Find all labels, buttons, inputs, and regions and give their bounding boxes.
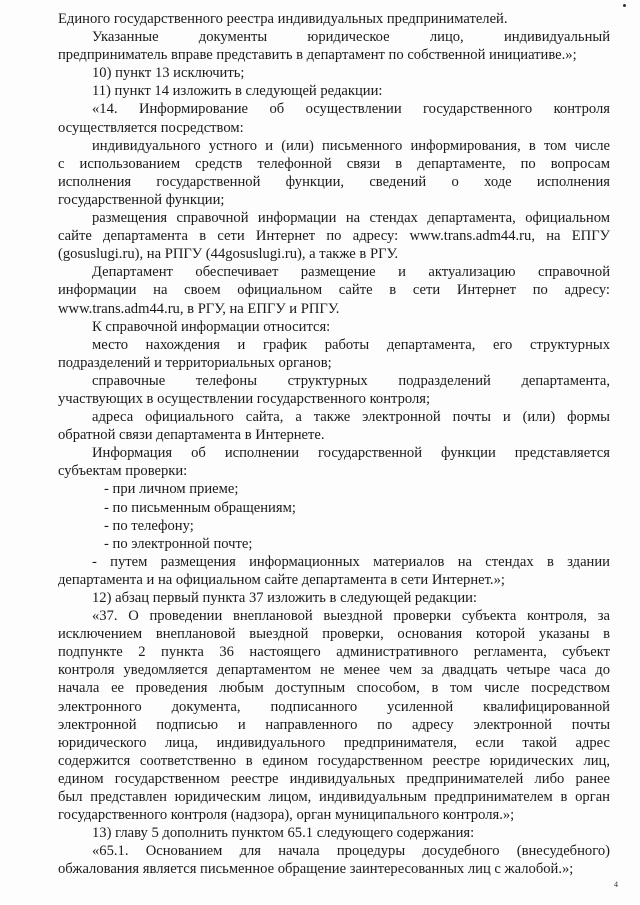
text-line: департамента и на официальном сайте департамента в сети Интернет.»; [58,571,505,588]
text-line: государственного контроля (надзора), орган муниципального контроля.»; [58,807,515,824]
text-line: - при личном приеме; [104,481,239,498]
text-line: www.trans.adm44.ru, в РГУ, на ЕПГУ и РПГУ. [58,300,340,317]
text-line: 11) пункт 14 изложить в следующей редакции: [92,83,383,100]
text-line: «37. О проведении внеплановой выездной проверки субъекта контроля, за [92,608,610,625]
text-line: был представлен юридическим лицом, индивидуальным предпринимателем в орган [58,789,610,806]
text-line: государственной функции; [58,191,225,208]
text-line: индивидуального устного и (или) письменного информирования, в том числе [92,137,610,154]
text-line: обратной связи департамента в Интернете. [58,427,325,444]
text-line: юридического лица, индивидуального предпринимателя, если такой адрес [58,734,610,751]
text-line: - по телефону; [104,517,194,534]
text-line: едином государственном реестре индивидуальных предпринимателей либо ранее [58,770,610,787]
text-line: обжалования является письменное обращение заинтересованных лиц с жалобой.»; [58,861,574,878]
document-body [58,10,610,879]
text-line: К справочной информации относится: [92,318,331,335]
text-line: исполнения государственной функции, сведений о ходе исполнения [58,173,610,190]
text-line: подразделений и территориальных органов; [58,354,332,371]
text-line: электронной подписью и направленного по адресу электронной почты [58,716,610,733]
scan-mark [623,4,626,7]
text-line: размещения справочной информации на стендах департамента, официальном [92,210,610,227]
text-line: контроля уведомляется департаментом не менее чем за двадцать четыре часа до [58,662,610,679]
text-line: осуществляется посредством: [58,119,244,136]
text-line: 13) главу 5 дополнить пунктом 65.1 следующего содержания: [92,825,475,842]
text-line: начала ее проведения любым доступным способом, в том числе посредством [58,680,610,697]
text-line: Информация об исполнении государственной функции представляется [92,445,610,462]
text-line: содержится соответственно в едином государственном реестре юридических лиц, [58,752,610,769]
page-number: 4 [614,880,618,889]
text-line: - по электронной почте; [104,535,253,552]
text-line: субъектам проверки: [58,463,188,480]
text-line: «65.1. Основанием для начала процедуры досудебного (внесудебного) [92,843,610,860]
text-line: электронного документа, подписанного усиленной квалифицированной [58,698,610,715]
text-line: - по письменным обращениям; [104,499,296,516]
text-line: Единого государственного реестра индивидуальных предпринимателей. [58,11,508,27]
text-line: (gosuslugi.ru), на РПГУ (44gosuslugi.ru), а также в РГУ. [58,246,399,263]
text-line: 12) абзац первый пункта 37 изложить в следующей редакции: [92,590,477,606]
text-line: Указанные документы юридическое лицо, индивидуальный [92,29,610,46]
text-line: сайте департамента в сети Интернет по адресу: www.trans.adm44.ru, на ЕПГУ [58,228,610,245]
text-line: 10) пункт 13 исключить; [92,65,245,82]
text-line: адреса официального сайта, а также электронной почты и (или) формы [92,409,610,426]
text-line: - путем размещения информационных материалов на стендах в здании [92,553,610,570]
text-line: подпункте 2 пункта 36 настоящего административного регламента, субъект [58,644,610,661]
text-line: Департамент обеспечивает размещение и актуализацию справочной [92,264,610,281]
text-line: с использованием средств телефонной связи в департаменте, по вопросам [58,155,610,172]
text-line: место нахождения и график работы департамента, его структурных [92,336,610,353]
text-line: исключением внеплановой выездной проверки, основания которой указаны в [58,626,610,643]
text-line: информации на своем официальном сайте в сети Интернет по адресу: [58,282,610,299]
text-line: справочные телефоны структурных подразделений департамента, [92,372,610,389]
text-line: «14. Информирование об осуществлении государственного контроля [92,101,610,118]
text-line: участвующих в осуществлении государственного контроля; [58,390,431,407]
text-line: предприниматель вправе представить в департамент по собственной инициативе.»; [58,47,577,64]
